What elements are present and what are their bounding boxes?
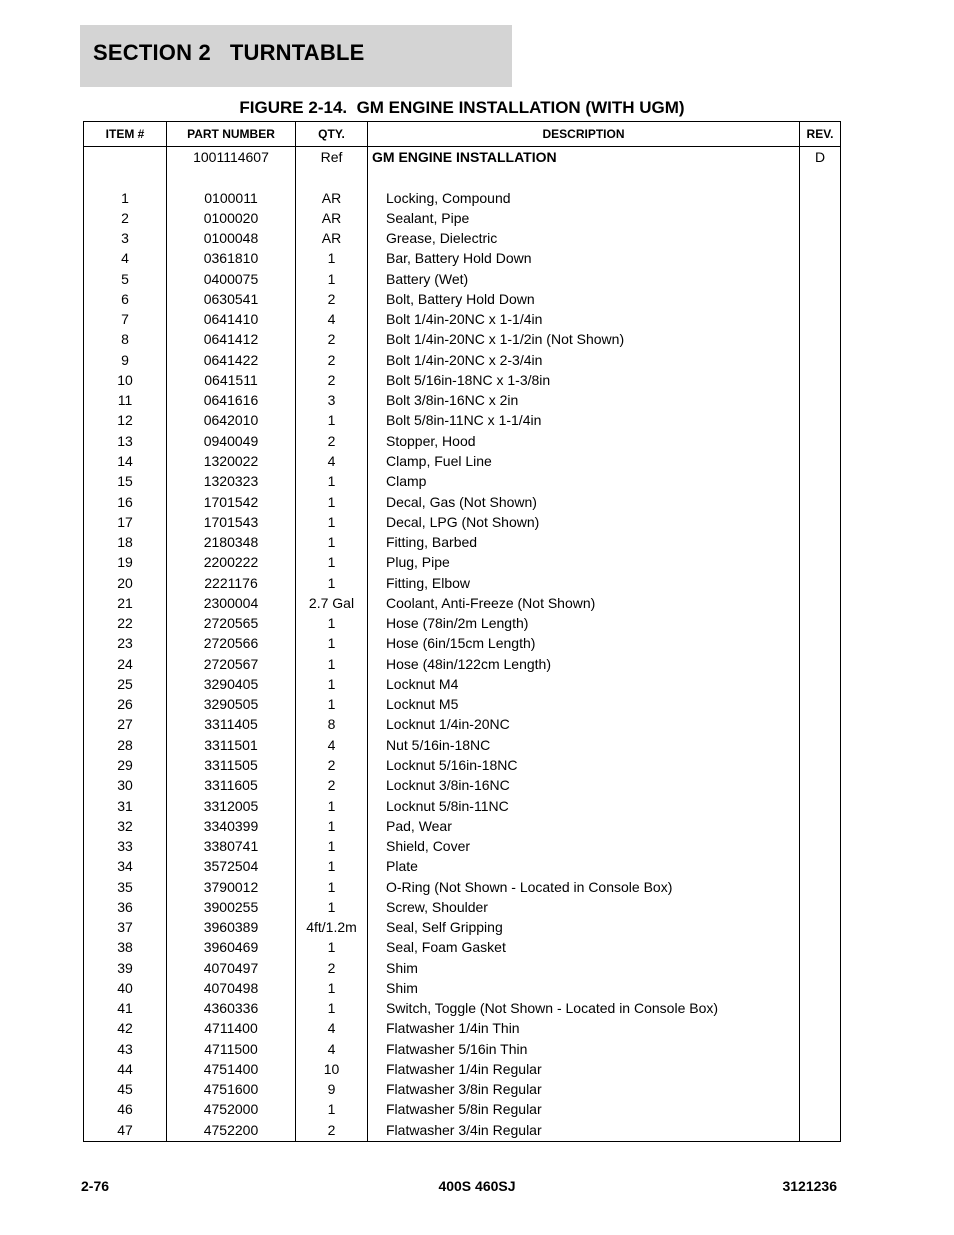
table-row	[84, 1099, 840, 1119]
part-number: 2720567	[203, 655, 259, 672]
item-number: 22	[117, 615, 133, 632]
model-number: 400S 460SJ	[438, 1178, 516, 1194]
part-number: 4360336	[203, 1000, 259, 1017]
table-row	[84, 978, 840, 998]
item-number: 27	[117, 716, 133, 733]
quantity: 10	[323, 1060, 340, 1077]
part-number: 2200222	[203, 554, 259, 571]
table-row	[84, 492, 840, 512]
part-number: 3572504	[203, 858, 259, 875]
table-row	[84, 897, 840, 917]
part-number: 3960469	[203, 939, 259, 956]
part-number: 1701543	[203, 513, 259, 530]
description: O-Ring (Not Shown - Located in Console Box)	[386, 878, 673, 895]
document-number: 3121236	[782, 1178, 837, 1194]
description: Bolt 5/16in-18NC x 1-3/8in	[386, 371, 551, 388]
quantity: 1	[327, 797, 336, 814]
quantity: 1	[327, 635, 336, 652]
quantity: AR	[321, 189, 342, 206]
table-row	[84, 1079, 840, 1099]
quantity: 1	[327, 554, 336, 571]
description: Locknut 5/16in-18NC	[386, 756, 518, 773]
table-row	[84, 410, 840, 430]
quantity: 1	[327, 838, 336, 855]
item-number: 4	[121, 250, 129, 267]
quantity: AR	[321, 209, 342, 226]
item-number: 3	[121, 230, 129, 247]
item-number: 23	[117, 635, 133, 652]
item-number: 44	[117, 1060, 133, 1077]
quantity: 2	[327, 777, 336, 794]
description: Flatwasher 5/8in Regular	[386, 1101, 542, 1118]
table-row	[84, 552, 840, 572]
item-number: 36	[117, 898, 133, 915]
parts-table	[83, 121, 841, 1142]
table-row	[84, 917, 840, 937]
part-number: 4711400	[204, 1020, 258, 1037]
quantity: 2	[327, 959, 336, 976]
description: Coolant, Anti-Freeze (Not Shown)	[386, 594, 596, 611]
quantity: 4	[327, 736, 336, 753]
part-number: 3290505	[203, 696, 259, 713]
part-number: 0641511	[204, 371, 258, 388]
item-number: 40	[117, 979, 133, 996]
item-number: 8	[121, 331, 129, 348]
part-number: 3312005	[203, 797, 259, 814]
item-number: 26	[117, 696, 133, 713]
part-number: 3790012	[203, 878, 259, 895]
part-number: 2720565	[203, 615, 259, 632]
part-number: 1320323	[203, 473, 259, 490]
item-number: 37	[117, 919, 133, 936]
part-number: 3340399	[203, 817, 259, 834]
table-row	[84, 937, 840, 957]
quantity: 2	[327, 1121, 336, 1138]
part-number: 0641422	[203, 351, 259, 368]
quantity: 1	[327, 655, 336, 672]
item-number: 12	[117, 412, 133, 429]
table-row	[84, 877, 840, 897]
part-number: 1320022	[203, 452, 259, 469]
quantity: 2	[327, 432, 336, 449]
part-number: 0400075	[203, 270, 259, 287]
quantity: 1	[327, 473, 336, 490]
part-number: 3311405	[204, 716, 258, 733]
description: Grease, Dielectric	[386, 230, 498, 247]
figure-title: FIGURE 2-14. GM ENGINE INSTALLATION (WITH UGM)	[239, 98, 685, 117]
item-number: 11	[117, 392, 133, 409]
item-number: 39	[117, 959, 133, 976]
description: Sealant, Pipe	[386, 209, 470, 226]
item-number: 28	[117, 736, 133, 753]
description: Clamp	[386, 473, 427, 490]
part-number: 3311501	[204, 736, 258, 753]
part-number: 3960389	[203, 919, 259, 936]
description: Seal, Foam Gasket	[386, 939, 506, 956]
page-number: 2-76	[81, 1178, 110, 1194]
quantity: 2	[327, 290, 336, 307]
description: Fitting, Barbed	[386, 534, 478, 551]
item-number: 25	[117, 675, 133, 692]
description: Hose (6in/15cm Length)	[386, 635, 536, 652]
item-number: 46	[117, 1101, 133, 1118]
table-row	[84, 471, 840, 491]
part-number: 4070498	[203, 979, 259, 996]
table-row	[84, 390, 840, 410]
description: Shim	[386, 979, 418, 996]
assembly-row	[84, 147, 840, 167]
item-number: 1	[121, 189, 129, 206]
header-item: ITEM #	[105, 127, 145, 141]
item-number: 30	[117, 777, 133, 794]
item-number: 19	[117, 554, 133, 571]
description: Decal, Gas (Not Shown)	[386, 493, 537, 510]
quantity: 1	[327, 493, 336, 510]
quantity: 1	[327, 696, 336, 713]
part-number: 0361810	[203, 250, 259, 267]
quantity: 2	[327, 371, 336, 388]
quantity: 1	[327, 250, 336, 267]
description: Hose (78in/2m Length)	[386, 615, 529, 632]
table-row	[84, 451, 840, 471]
description: Pad, Wear	[386, 817, 452, 834]
header-rev: REV.	[806, 127, 834, 141]
table-row	[84, 735, 840, 755]
table-row	[84, 188, 840, 208]
quantity: 1	[327, 534, 336, 551]
table-row	[84, 836, 840, 856]
description: Locknut M4	[386, 675, 459, 692]
quantity: 1	[327, 412, 336, 429]
table-row	[84, 532, 840, 552]
table-row	[84, 1120, 840, 1140]
description: Flatwasher 3/4in Regular	[386, 1121, 542, 1138]
quantity: 2	[327, 756, 336, 773]
description: Stopper, Hood	[386, 432, 476, 449]
item-number: 41	[117, 1000, 133, 1017]
part-number: 4711500	[204, 1040, 258, 1057]
table-row	[84, 633, 840, 653]
assembly-rev: D	[814, 149, 826, 165]
part-number: 0630541	[203, 290, 259, 307]
table-row	[84, 714, 840, 734]
item-number: 17	[117, 513, 133, 530]
part-number: 4752200	[203, 1121, 259, 1138]
table-row	[84, 228, 840, 248]
description: Flatwasher 5/16in Thin	[386, 1040, 528, 1057]
quantity: 3	[327, 392, 336, 409]
table-row	[84, 694, 840, 714]
assembly-description: GM ENGINE INSTALLATION	[372, 149, 557, 165]
item-number: 16	[117, 493, 133, 510]
part-number: 2720566	[203, 635, 259, 652]
quantity: AR	[321, 230, 342, 247]
quantity: 4	[327, 1040, 336, 1057]
table-row	[84, 512, 840, 532]
item-number: 32	[117, 817, 133, 834]
quantity: 2	[327, 331, 336, 348]
table-body	[84, 147, 840, 1140]
item-number: 35	[117, 878, 133, 895]
item-number: 18	[117, 534, 133, 551]
quantity: 2	[327, 351, 336, 368]
part-number: 2180348	[203, 534, 259, 551]
item-number: 33	[117, 838, 133, 855]
spacer-row	[84, 167, 840, 187]
description: Flatwasher 1/4in Thin	[386, 1020, 520, 1037]
description: Locknut 5/8in-11NC	[386, 797, 509, 814]
description: Bolt 1/4in-20NC x 2-3/4in	[386, 351, 543, 368]
item-number: 10	[117, 371, 133, 388]
item-number: 15	[117, 473, 133, 490]
item-number: 42	[117, 1020, 133, 1037]
quantity: 1	[327, 979, 336, 996]
quantity: 4	[327, 1020, 336, 1037]
header-qty: QTY.	[318, 127, 345, 141]
description: Bolt 1/4in-20NC x 1-1/2in (Not Shown)	[386, 331, 625, 348]
item-number: 21	[117, 594, 133, 611]
description: Plate	[386, 858, 418, 875]
description: Bolt 3/8in-16NC x 2in	[386, 392, 519, 409]
description: Plug, Pipe	[386, 554, 450, 571]
part-number: 0641412	[203, 331, 259, 348]
description: Clamp, Fuel Line	[386, 452, 492, 469]
part-number: 0641616	[203, 392, 259, 409]
description: Shim	[386, 959, 418, 976]
quantity: 1	[327, 574, 336, 591]
description: Fitting, Elbow	[386, 574, 471, 591]
table-row	[84, 1018, 840, 1038]
description: Locking, Compound	[386, 189, 511, 206]
quantity: 9	[327, 1081, 336, 1098]
part-number: 0100048	[203, 230, 259, 247]
description: Bolt, Battery Hold Down	[386, 290, 535, 307]
table-row	[84, 370, 840, 390]
part-number: 3311605	[204, 777, 258, 794]
quantity: 4	[327, 452, 336, 469]
part-number: 1701542	[203, 493, 259, 510]
table-row	[84, 329, 840, 349]
description: Shield, Cover	[386, 838, 471, 855]
item-number: 24	[117, 655, 133, 672]
header-part-number: PART NUMBER	[187, 127, 275, 141]
table-row	[84, 248, 840, 268]
description: Bolt 1/4in-20NC x 1-1/4in	[386, 311, 543, 328]
part-number: 4751400	[203, 1060, 259, 1077]
table-row	[84, 289, 840, 309]
quantity: 1	[327, 1000, 336, 1017]
description: Bolt 5/8in-11NC x 1-1/4in	[386, 412, 542, 429]
description: Nut 5/16in-18NC	[386, 736, 491, 753]
item-number: 6	[121, 290, 129, 307]
part-number: 2221176	[204, 574, 258, 591]
table-row	[84, 593, 840, 613]
part-number: 0642010	[203, 412, 259, 429]
item-number: 38	[117, 939, 133, 956]
quantity: 1	[327, 898, 336, 915]
part-number: 3311505	[204, 756, 258, 773]
table-row	[84, 573, 840, 593]
part-number: 3900255	[203, 898, 259, 915]
part-number: 0641410	[203, 311, 259, 328]
table-row	[84, 998, 840, 1018]
item-number: 7	[121, 311, 129, 328]
quantity: 1	[327, 270, 336, 287]
table-row	[84, 613, 840, 633]
quantity: 2.7 Gal	[308, 594, 355, 611]
assembly-part-number: 1001114607	[193, 149, 269, 165]
quantity: 1	[327, 858, 336, 875]
table-row	[84, 654, 840, 674]
item-number: 20	[117, 574, 133, 591]
item-number: 31	[117, 797, 133, 814]
item-number: 29	[117, 756, 133, 773]
item-number: 9	[121, 351, 129, 368]
description: Seal, Self Gripping	[386, 919, 503, 936]
table-row	[84, 208, 840, 228]
item-number: 2	[121, 209, 129, 226]
quantity: 1	[327, 513, 336, 530]
table-row	[84, 674, 840, 694]
item-number: 43	[117, 1040, 133, 1057]
part-number: 2300004	[203, 594, 259, 611]
description: Locknut 1/4in-20NC	[386, 716, 510, 733]
table-row	[84, 775, 840, 795]
quantity: 1	[327, 675, 336, 692]
description: Switch, Toggle (Not Shown - Located in Console Box)	[386, 1000, 719, 1017]
quantity: 4ft/1.2m	[306, 919, 357, 936]
item-number: 34	[117, 858, 133, 875]
quantity: 1	[327, 817, 336, 834]
quantity: 1	[327, 939, 336, 956]
item-number: 47	[117, 1121, 133, 1138]
part-number: 4751600	[203, 1081, 259, 1098]
item-number: 14	[117, 452, 133, 469]
table-row	[84, 755, 840, 775]
description: Battery (Wet)	[386, 270, 469, 287]
table-row	[84, 269, 840, 289]
part-number: 3380741	[203, 838, 259, 855]
description: Screw, Shoulder	[386, 898, 488, 915]
item-number: 13	[117, 432, 133, 449]
table-row	[84, 309, 840, 329]
item-number: 45	[117, 1081, 133, 1098]
table-row	[84, 1059, 840, 1079]
part-number: 4070497	[203, 959, 259, 976]
part-number: 0940049	[203, 432, 259, 449]
part-number: 4752000	[203, 1101, 259, 1118]
part-number: 0100020	[203, 209, 259, 226]
quantity: 1	[327, 878, 336, 895]
item-number: 5	[121, 270, 129, 287]
part-number: 0100011	[204, 189, 258, 206]
description: Locknut M5	[386, 696, 459, 713]
description: Locknut 3/8in-16NC	[386, 777, 510, 794]
table-row	[84, 816, 840, 836]
table-row	[84, 1039, 840, 1059]
quantity: 4	[327, 311, 336, 328]
quantity: 1	[327, 1101, 336, 1118]
description: Flatwasher 3/8in Regular	[386, 1081, 542, 1098]
description: Bar, Battery Hold Down	[386, 250, 532, 267]
assembly-qty: Ref	[320, 149, 343, 165]
description: Decal, LPG (Not Shown)	[386, 513, 540, 530]
table-row	[84, 958, 840, 978]
description: Hose (48in/122cm Length)	[386, 655, 551, 672]
header-description: DESCRIPTION	[542, 127, 625, 141]
quantity: 1	[327, 615, 336, 632]
part-number: 3290405	[203, 675, 259, 692]
quantity: 8	[327, 716, 336, 733]
table-row	[84, 796, 840, 816]
description: Flatwasher 1/4in Regular	[386, 1060, 542, 1077]
section-title: SECTION 2 TURNTABLE	[93, 40, 365, 65]
table-row	[84, 350, 840, 370]
table-row	[84, 431, 840, 451]
table-row	[84, 856, 840, 876]
